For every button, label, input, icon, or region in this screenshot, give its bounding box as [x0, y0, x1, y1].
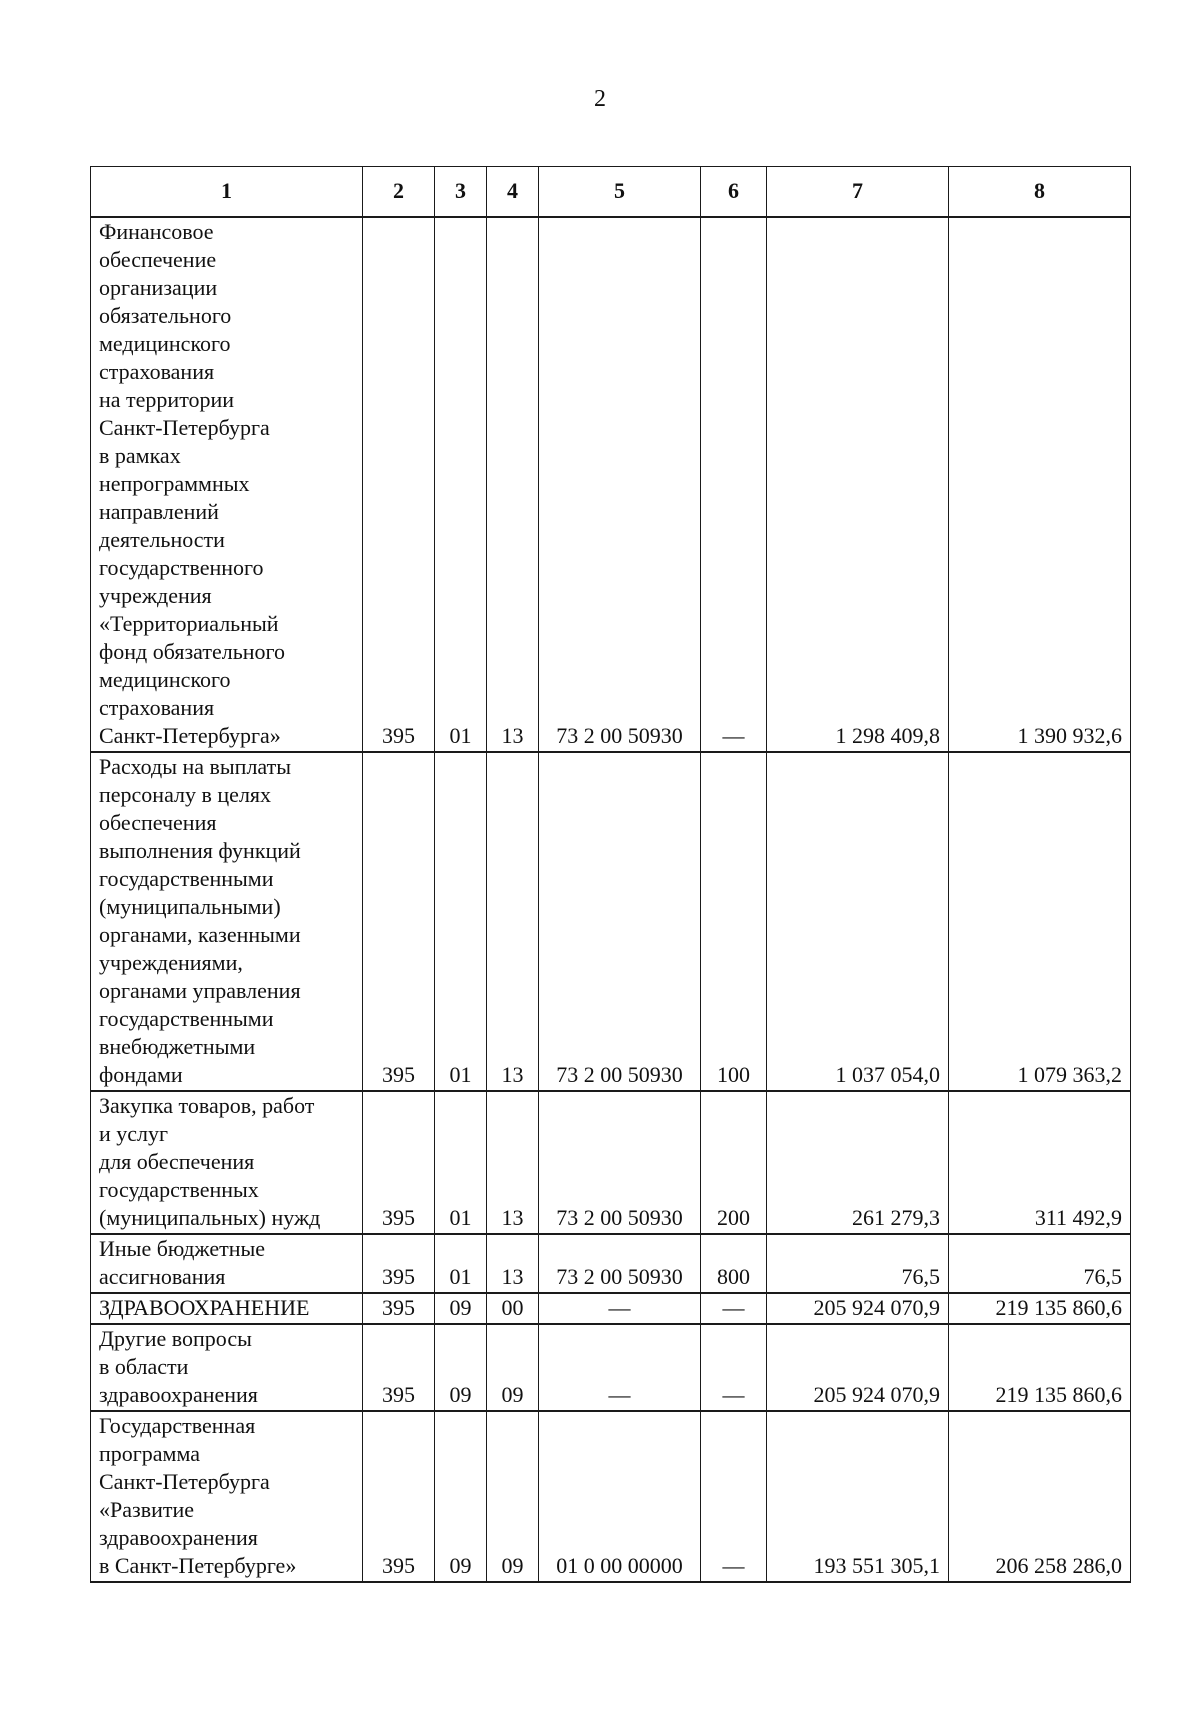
row-subsection: 13 [487, 752, 539, 1091]
row-expense-type: — [701, 1324, 767, 1411]
row-amount-year1: 205 924 070,9 [767, 1293, 949, 1324]
header-col-2: 2 [363, 167, 435, 218]
table-row [91, 752, 1131, 1091]
header-col-5: 5 [539, 167, 701, 218]
table-row [91, 1293, 1131, 1324]
header-col-7: 7 [767, 167, 949, 218]
row-name: Государственная программа Санкт-Петербурга «Развитие здравоохранения в Санкт-Петербурге» [91, 1411, 363, 1582]
row-target-article: 73 2 00 50930 [539, 217, 701, 752]
row-expense-type: — [701, 217, 767, 752]
row-amount-year1: 193 551 305,1 [767, 1411, 949, 1582]
row-section: 01 [435, 217, 487, 752]
row-section: 01 [435, 752, 487, 1091]
header-col-3: 3 [435, 167, 487, 218]
table-row [91, 217, 1131, 752]
row-name: Иные бюджетные ассигнования [91, 1234, 363, 1293]
row-amount-year2: 219 135 860,6 [949, 1324, 1131, 1411]
row-subsection: 13 [487, 1091, 539, 1234]
row-subsection: 13 [487, 217, 539, 752]
row-amount-year2: 1 390 932,6 [949, 217, 1131, 752]
row-admin-code: 395 [363, 752, 435, 1091]
row-section: 09 [435, 1324, 487, 1411]
row-amount-year2: 206 258 286,0 [949, 1411, 1131, 1582]
row-amount-year1: 1 037 054,0 [767, 752, 949, 1091]
row-amount-year1: 1 298 409,8 [767, 217, 949, 752]
row-amount-year1: 261 279,3 [767, 1091, 949, 1234]
budget-table [90, 166, 1131, 1583]
row-subsection: 09 [487, 1324, 539, 1411]
table-row [91, 1234, 1131, 1293]
row-admin-code: 395 [363, 1091, 435, 1234]
header-col-6: 6 [701, 167, 767, 218]
row-target-article: 73 2 00 50930 [539, 1091, 701, 1234]
row-expense-type: 100 [701, 752, 767, 1091]
budget-table-container [90, 166, 1130, 1583]
header-row [91, 167, 1131, 218]
row-admin-code: 395 [363, 217, 435, 752]
row-admin-code: 395 [363, 1324, 435, 1411]
row-name: Другие вопросы в области здравоохранения [91, 1324, 363, 1411]
row-target-article: 73 2 00 50930 [539, 752, 701, 1091]
table-row [91, 1411, 1131, 1582]
header-col-8: 8 [949, 167, 1131, 218]
row-section: 01 [435, 1234, 487, 1293]
row-amount-year2: 76,5 [949, 1234, 1131, 1293]
row-amount-year2: 219 135 860,6 [949, 1293, 1131, 1324]
row-section: 01 [435, 1091, 487, 1234]
row-subsection: 13 [487, 1234, 539, 1293]
row-section: 09 [435, 1411, 487, 1582]
table-row [91, 1091, 1131, 1234]
row-name: Закупка товаров, работ и услуг для обеспечения государственных (муниципальных) нужд [91, 1091, 363, 1234]
page-number: 2 [594, 86, 606, 112]
row-target-article: 73 2 00 50930 [539, 1234, 701, 1293]
row-admin-code: 395 [363, 1234, 435, 1293]
row-amount-year1: 76,5 [767, 1234, 949, 1293]
row-section: 09 [435, 1293, 487, 1324]
row-amount-year2: 311 492,9 [949, 1091, 1131, 1234]
table-row [91, 1324, 1131, 1411]
row-target-article: — [539, 1293, 701, 1324]
row-subsection: 09 [487, 1411, 539, 1582]
row-expense-type: — [701, 1293, 767, 1324]
row-expense-type: 200 [701, 1091, 767, 1234]
row-expense-type: 800 [701, 1234, 767, 1293]
row-expense-type: — [701, 1411, 767, 1582]
row-name: Расходы на выплаты персоналу в целях обеспечения выполнения функций государственными (муниципальными) органами, казенными учреждениями, органами управления государственными внебюджетными фондами [91, 752, 363, 1091]
header-col-1: 1 [91, 167, 363, 218]
row-subsection: 00 [487, 1293, 539, 1324]
row-name: Финансовое обеспечение организации обязательного медицинского страхования на территории Санкт-Петербурга в рамках непрограммных направлений деятельности государственного учреждения «Территориальный фонд обязательного медицинского страхования Санкт-Петербурга» [91, 217, 363, 752]
row-amount-year2: 1 079 363,2 [949, 752, 1131, 1091]
row-admin-code: 395 [363, 1411, 435, 1582]
header-col-4: 4 [487, 167, 539, 218]
row-name: ЗДРАВООХРАНЕНИЕ [91, 1293, 363, 1324]
row-admin-code: 395 [363, 1293, 435, 1324]
row-amount-year1: 205 924 070,9 [767, 1324, 949, 1411]
row-target-article: 01 0 00 00000 [539, 1411, 701, 1582]
row-target-article: — [539, 1324, 701, 1411]
